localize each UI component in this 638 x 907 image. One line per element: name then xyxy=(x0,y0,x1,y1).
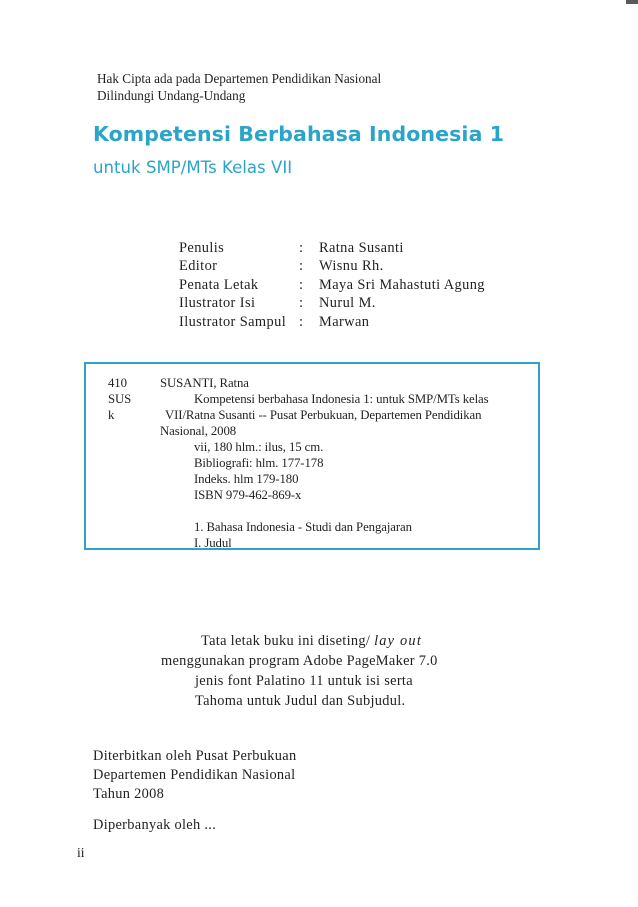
publisher-line: Departemen Pendidikan Nasional xyxy=(93,766,296,783)
publisher-line: Diterbitkan oleh Pusat Perbukuan xyxy=(93,748,297,764)
credit-separator: : xyxy=(299,240,303,256)
credit-row-ilustrator-isi xyxy=(179,294,485,312)
layout-note-text: Tata letak buku ini diseting/ xyxy=(201,633,375,649)
layout-note-line: jenis font Palatino 11 untuk isi serta xyxy=(195,673,413,689)
page-corner-mark xyxy=(626,0,638,4)
credit-role: Ilustrator Sampul xyxy=(179,313,287,330)
layout-note-italic: lay out xyxy=(374,633,423,649)
copyright-line: Hak Cipta ada pada Departemen Pendidikan Nasional xyxy=(97,71,382,86)
call-number-author: SUS xyxy=(108,392,132,406)
call-number-class: 410 xyxy=(108,376,127,390)
credits-list xyxy=(179,239,485,331)
copied-by: Diperbanyak oleh ... xyxy=(93,817,217,833)
credit-separator: : xyxy=(299,258,303,275)
catalog-description: VII/Ratna Susanti -- Pusat Perbukuan, Departemen Pendidikan xyxy=(165,408,482,422)
catalog-subject: 1. Bahasa Indonesia - Studi dan Pengajaran xyxy=(194,520,412,534)
credit-role: Penulis xyxy=(179,240,225,256)
credit-name: Nurul M. xyxy=(319,295,376,312)
catalog-bibliography: Bibliografi: hlm. 177-178 xyxy=(194,456,324,470)
credit-separator: : xyxy=(299,295,303,312)
credit-row-penulis xyxy=(179,239,485,257)
layout-note-line: Tahoma untuk Judul dan Subjudul. xyxy=(195,693,406,709)
credit-name: Maya Sri Mahastuti Agung xyxy=(319,276,485,293)
book-title: Kompetensi Berbahasa Indonesia 1 xyxy=(93,122,505,146)
catalog-subject: I. Judul xyxy=(194,536,232,550)
publisher-year: Tahun 2008 xyxy=(93,785,165,802)
catalog-physical: vii, 180 hlm.: ilus, 15 cm. xyxy=(194,440,324,454)
page-number: ii xyxy=(77,845,85,860)
credit-role: Editor xyxy=(179,258,218,275)
credit-name: Ratna Susanti xyxy=(319,240,404,256)
catalog-isbn: ISBN 979-462-869-x xyxy=(194,488,302,502)
protected-line: Dilindungi Undang-Undang xyxy=(97,88,246,103)
credit-role: Penata Letak xyxy=(179,276,259,293)
credit-name: Wisnu Rh. xyxy=(319,258,384,275)
catalog-description: Nasional, 2008 xyxy=(160,424,237,438)
credit-name: Marwan xyxy=(319,313,370,330)
layout-note-line xyxy=(201,631,422,651)
catalog-author: SUSANTI, Ratna xyxy=(160,376,249,390)
book-subtitle: untuk SMP/MTs Kelas VII xyxy=(93,158,293,177)
credit-separator: : xyxy=(299,313,303,330)
credit-row-penata-letak xyxy=(179,276,485,294)
copyright-notice xyxy=(97,70,381,104)
credit-role: Ilustrator Isi xyxy=(179,295,256,312)
credit-separator: : xyxy=(299,276,303,293)
call-number-title: k xyxy=(108,408,115,422)
catalog-index: Indeks. hlm 179-180 xyxy=(194,472,299,486)
publisher-info xyxy=(93,747,296,803)
credit-row-editor xyxy=(179,257,485,275)
catalog-description: Kompetensi berbahasa Indonesia 1: untuk SMP/MTs kelas xyxy=(194,392,489,406)
layout-note-line: menggunakan program Adobe PageMaker 7.0 xyxy=(161,653,438,669)
credit-row-ilustrator-sampul xyxy=(179,313,485,331)
